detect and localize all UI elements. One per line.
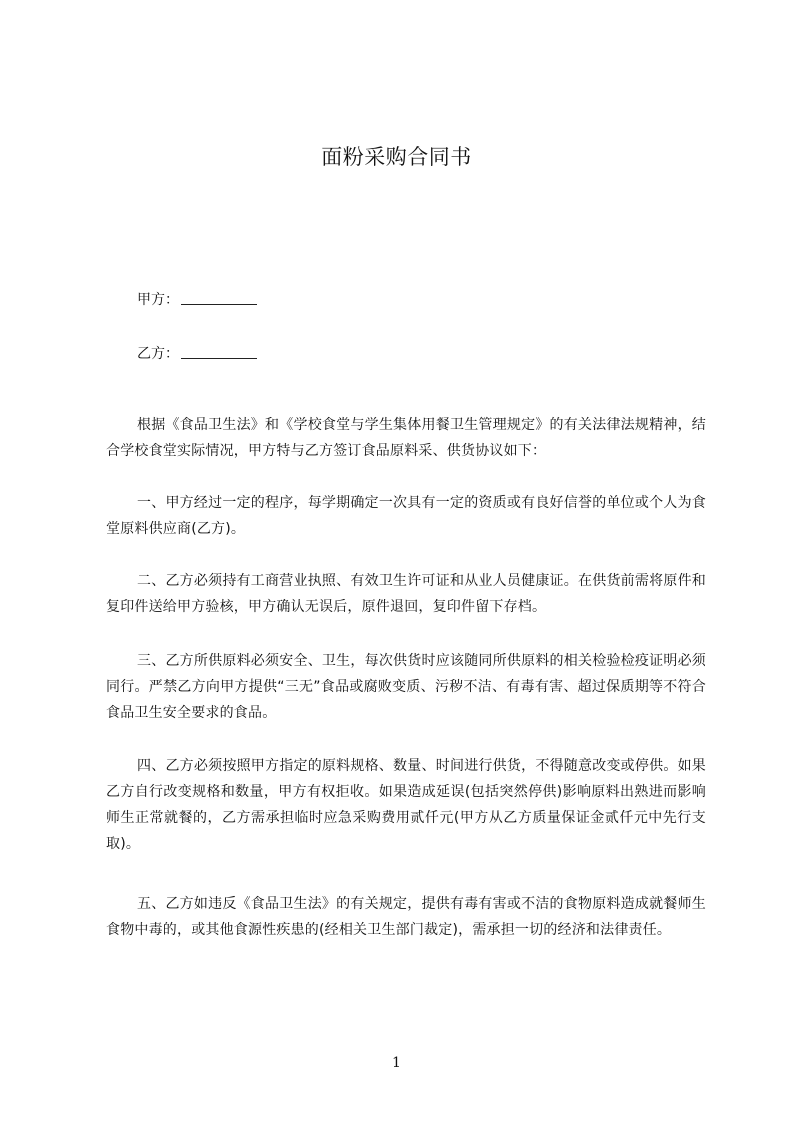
party-a-line <box>137 290 257 310</box>
clause-3-paragraph: 三、乙方所供原料必须安全、卫生，每次供货时应该随同所供原料的相关检验检疫证明必须同行。严禁乙方向甲方提供“三无”食品或腐败变质、污秽不洁、有毒有害、超过保质期等不符合食品卫生安全要求的食品。 <box>106 653 706 721</box>
party-a-blank <box>181 290 257 305</box>
clause-4-paragraph: 四、乙方必须按照甲方指定的原料规格、数量、时间进行供货，不得随意改变或停供。如果乙方自行改变规格和数量，甲方有权拒收。如果造成延误(包括突然停供)影响原料出熟进而影响师生正常就餐的，乙方需承担临时应急采购费用贰仟元(甲方从乙方质量保证金贰仟元中先行支取)。 <box>106 758 706 852</box>
party-b-blank <box>181 344 257 359</box>
party-a-label: 甲方： <box>137 292 179 308</box>
party-b-line <box>137 344 257 364</box>
clause-5-paragraph: 五、乙方如违反《食品卫生法》的有关规定，提供有毒有害或不洁的食物原料造成就餐师生食物中毒的，或其他食源性疾患的(经相关卫生部门裁定)，需承担一切的经济和法律责任。 <box>106 896 706 938</box>
page-number: 1 <box>392 1055 401 1071</box>
intro-paragraph: 根据《食品卫生法》和《学校食堂与学生集体用餐卫生管理规定》的有关法律法规精神，结合学校食堂实际情况，甲方特与乙方签订食品原料采、供货协议如下： <box>106 417 706 459</box>
document-title: 面粉采购合同书 <box>321 145 472 169</box>
clause-2-paragraph: 二、乙方必须持有工商营业执照、有效卫生许可证和从业人员健康证。在供货前需将原件和复印件送给甲方验核，甲方确认无误后，原件退回，复印件留下存档。 <box>106 573 706 615</box>
party-b-label: 乙方： <box>137 346 179 362</box>
clause-1-paragraph: 一、甲方经过一定的程序，每学期确定一次具有一定的资质或有良好信誉的单位或个人为食堂原料供应商(乙方)。 <box>106 495 706 537</box>
